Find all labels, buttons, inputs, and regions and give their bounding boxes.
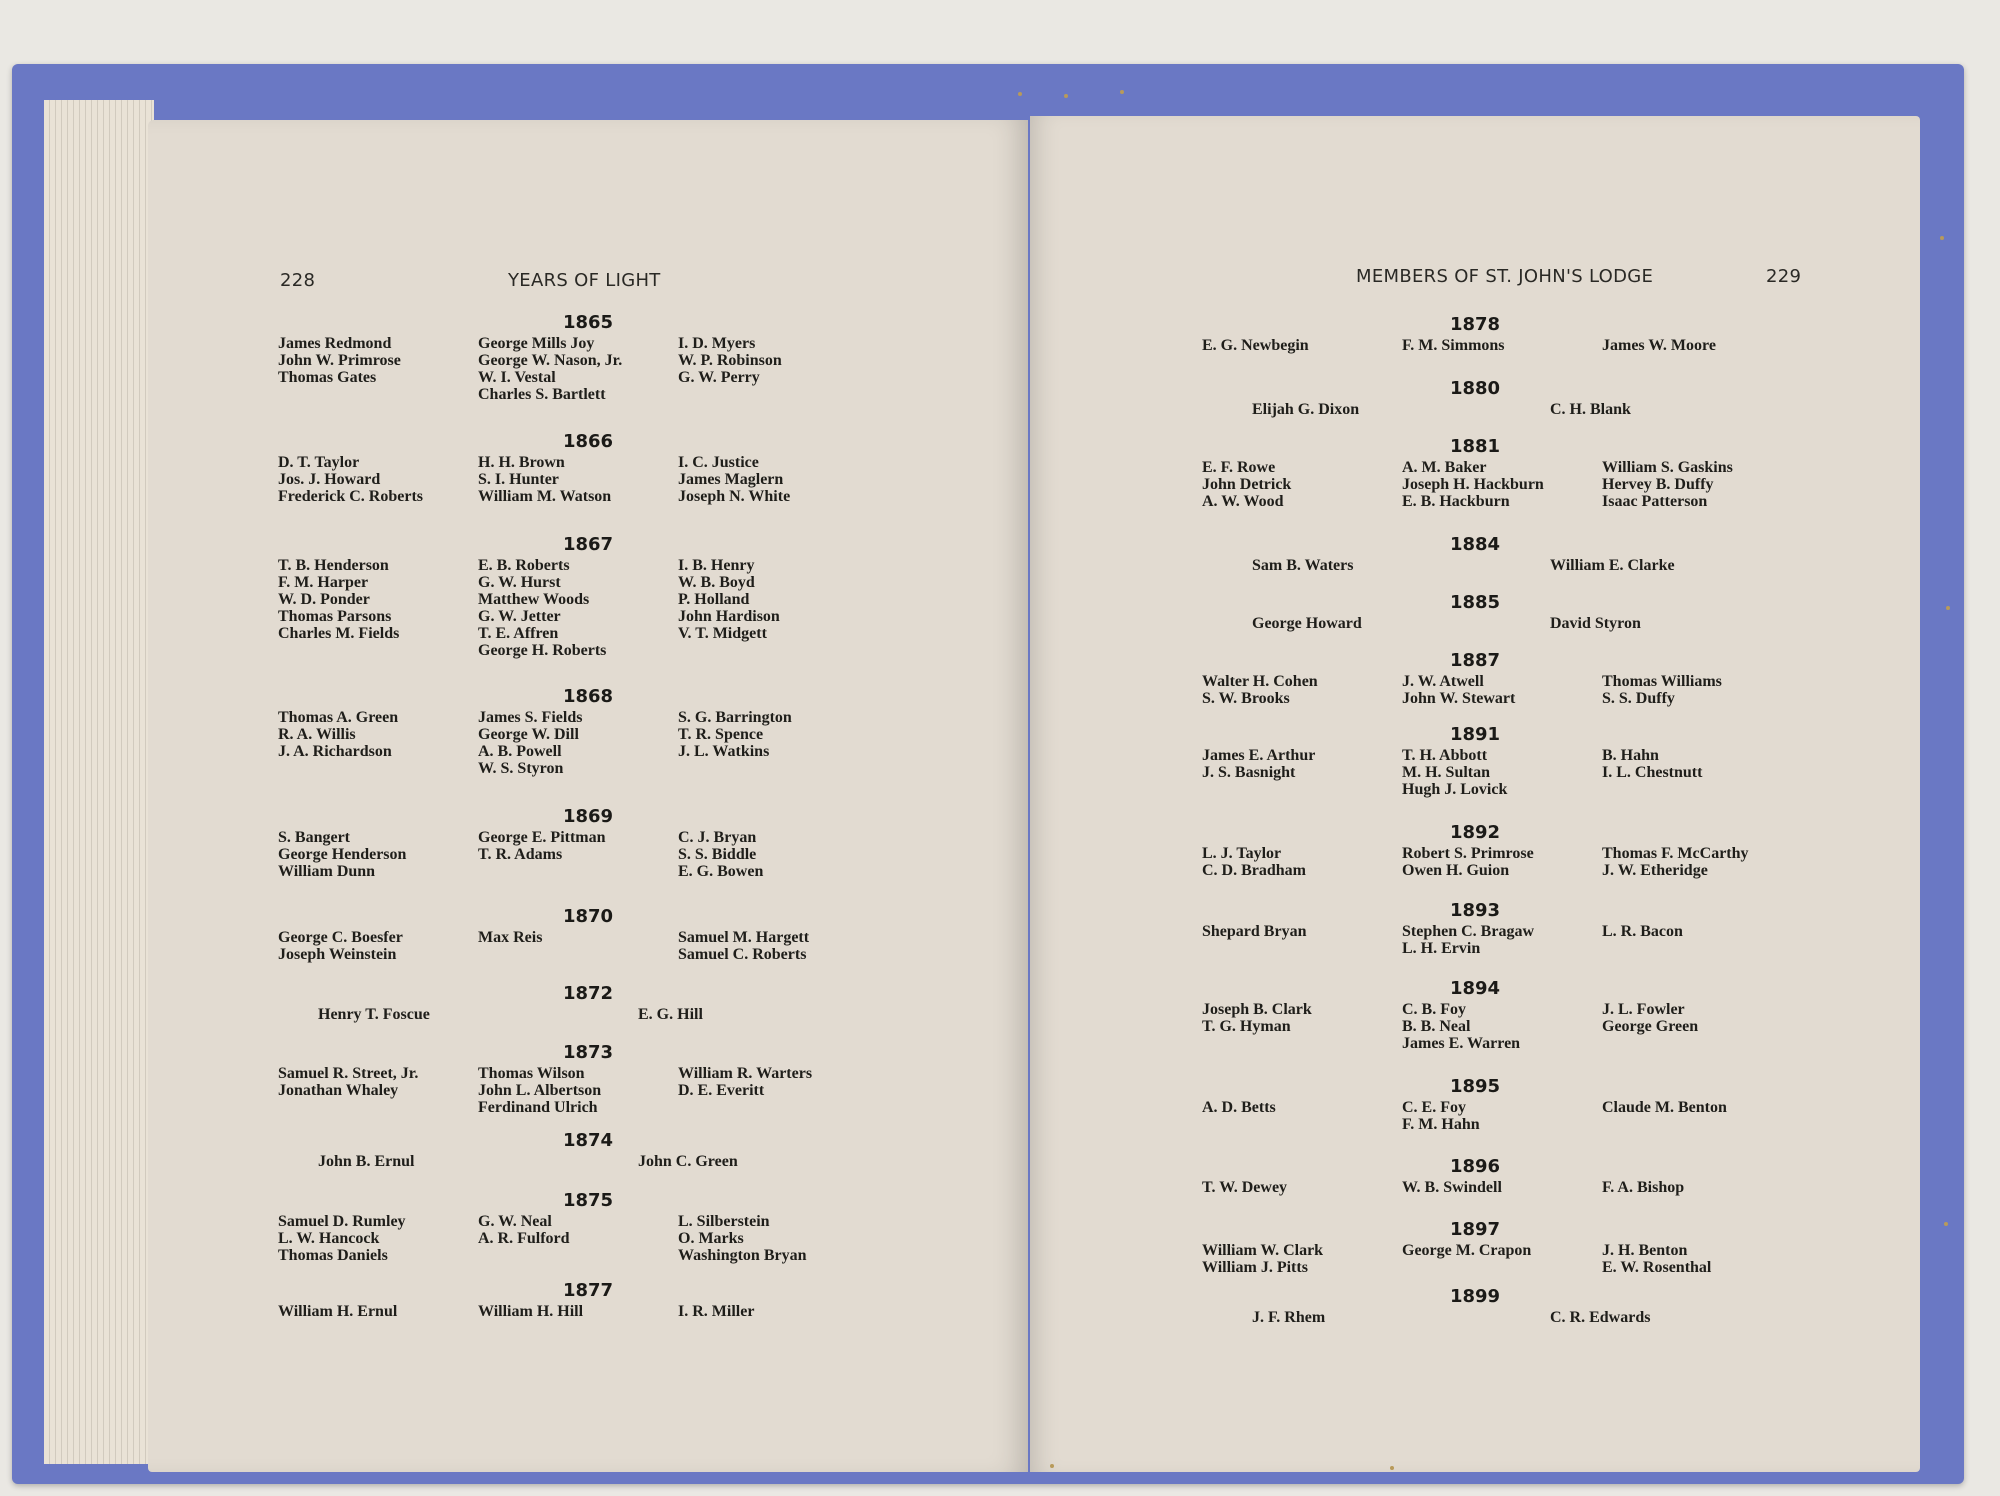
member-name: Joseph Weinstein	[278, 946, 397, 963]
member-name: Joseph B. Clark	[1202, 1001, 1312, 1018]
member-name: P. Holland	[678, 591, 750, 608]
year-heading: 1896	[1449, 1156, 1501, 1177]
member-name: Hervey B. Duffy	[1602, 476, 1714, 493]
member-name: Robert S. Primrose	[1402, 845, 1534, 862]
member-name: E. G. Newbegin	[1202, 337, 1309, 354]
member-name: Stephen C. Bragaw	[1402, 923, 1535, 940]
year-heading: 1878	[1449, 314, 1501, 335]
member-name: G. W. Neal	[478, 1213, 552, 1230]
right-page	[1030, 116, 1920, 1472]
member-name: G. W. Hurst	[478, 574, 561, 591]
member-name: F. A. Bishop	[1602, 1179, 1685, 1196]
member-name: Samuel R. Street, Jr.	[278, 1065, 419, 1082]
member-name: William W. Clark	[1202, 1242, 1324, 1259]
member-name: J. F. Rhem	[1252, 1309, 1326, 1326]
member-name: W. P. Robinson	[678, 352, 782, 369]
member-name: Washington Bryan	[678, 1247, 807, 1264]
member-name: David Styron	[1550, 615, 1641, 632]
member-name: C. B. Foy	[1402, 1001, 1466, 1018]
member-name: William Dunn	[278, 863, 376, 880]
member-name: Samuel C. Roberts	[678, 946, 807, 963]
member-name: J. W. Atwell	[1402, 673, 1484, 690]
member-name: James E. Warren	[1402, 1035, 1521, 1052]
member-name: B. Hahn	[1602, 747, 1659, 764]
member-name: Thomas A. Green	[278, 709, 399, 726]
running-title-right: MEMBERS OF ST. JOHN'S LODGE	[1356, 266, 1654, 287]
member-name: E. G. Hill	[638, 1006, 703, 1023]
member-name: George C. Boesfer	[278, 929, 403, 946]
member-name: Jos. J. Howard	[278, 471, 381, 488]
member-name: Samuel D. Rumley	[278, 1213, 406, 1230]
member-name: George Green	[1602, 1018, 1699, 1035]
member-name: Sam B. Waters	[1252, 557, 1354, 574]
member-name: W. B. Boyd	[678, 574, 755, 591]
member-name: D. E. Everitt	[678, 1082, 765, 1099]
cover-speckle	[1064, 94, 1068, 98]
member-name: William M. Watson	[478, 488, 612, 505]
member-name: S. S. Duffy	[1602, 690, 1675, 707]
member-name: George M. Crapon	[1402, 1242, 1532, 1259]
cover-speckle	[1120, 90, 1124, 94]
year-heading: 1874	[562, 1130, 614, 1151]
member-name: George E. Pittman	[478, 829, 606, 846]
member-name: E. B. Hackburn	[1402, 493, 1510, 510]
year-heading: 1877	[562, 1280, 614, 1301]
member-name: Hugh J. Lovick	[1402, 781, 1508, 798]
member-name: S. Bangert	[278, 829, 350, 846]
member-name: S. G. Barrington	[678, 709, 792, 726]
member-name: Charles M. Fields	[278, 625, 400, 642]
member-name: A. M. Baker	[1402, 459, 1487, 476]
member-name: George W. Dill	[478, 726, 579, 743]
member-name: William E. Clarke	[1550, 557, 1675, 574]
member-name: W. S. Styron	[478, 760, 564, 777]
cover-speckle	[1944, 1222, 1948, 1226]
year-heading: 1865	[562, 312, 614, 333]
member-name: I. C. Justice	[678, 454, 759, 471]
member-name: C. R. Edwards	[1550, 1309, 1651, 1326]
year-heading: 1885	[1449, 592, 1501, 613]
member-name: William H. Hill	[478, 1303, 584, 1320]
member-name: L. H. Ervin	[1402, 940, 1481, 957]
member-name: H. H. Brown	[478, 454, 565, 471]
page-edges	[44, 100, 154, 1464]
member-name: J. L. Watkins	[678, 743, 770, 760]
member-name: A. D. Betts	[1202, 1099, 1276, 1116]
member-name: John B. Ernul	[318, 1153, 415, 1170]
member-name: William H. Ernul	[278, 1303, 398, 1320]
member-name: L. W. Hancock	[278, 1230, 380, 1247]
member-name: I. R. Miller	[678, 1303, 755, 1320]
member-name: George W. Nason, Jr.	[478, 352, 623, 369]
year-heading: 1880	[1449, 378, 1501, 399]
member-name: E. W. Rosenthal	[1602, 1259, 1712, 1276]
member-name: Jonathan Whaley	[278, 1082, 399, 1099]
member-name: Joseph H. Hackburn	[1402, 476, 1544, 493]
year-heading: 1899	[1449, 1286, 1501, 1307]
year-heading: 1891	[1449, 724, 1501, 745]
member-name: A. W. Wood	[1202, 493, 1284, 510]
member-name: James W. Moore	[1602, 337, 1716, 354]
member-name: Owen H. Guion	[1402, 862, 1510, 879]
member-name: O. Marks	[678, 1230, 744, 1247]
member-name: T. H. Abbott	[1402, 747, 1488, 764]
member-name: Max Reis	[478, 929, 543, 946]
cover-speckle	[1050, 1464, 1054, 1468]
member-name: William S. Gaskins	[1602, 459, 1733, 476]
member-name: Isaac Patterson	[1602, 493, 1708, 510]
member-name: L. J. Taylor	[1202, 845, 1282, 862]
year-heading: 1868	[562, 686, 614, 707]
year-heading: 1892	[1449, 822, 1501, 843]
member-name: John Detrick	[1202, 476, 1292, 493]
member-name: I. D. Myers	[678, 335, 756, 352]
member-name: S. I. Hunter	[478, 471, 559, 488]
running-title-left: YEARS OF LIGHT	[508, 270, 661, 291]
member-name: John W. Stewart	[1402, 690, 1516, 707]
member-name: Walter H. Cohen	[1202, 673, 1318, 690]
member-name: John L. Albertson	[478, 1082, 602, 1099]
year-heading: 1884	[1449, 534, 1501, 555]
member-name: E. F. Rowe	[1202, 459, 1276, 476]
member-name: John W. Primrose	[278, 352, 401, 369]
member-name: W. D. Ponder	[278, 591, 370, 608]
year-heading: 1875	[562, 1190, 614, 1211]
member-name: T. R. Adams	[478, 846, 563, 863]
member-name: Thomas Williams	[1602, 673, 1722, 690]
year-heading: 1893	[1449, 900, 1501, 921]
member-name: George Henderson	[278, 846, 407, 863]
member-name: S. S. Biddle	[678, 846, 757, 863]
member-name: I. B. Henry	[678, 557, 755, 574]
member-name: M. H. Sultan	[1402, 764, 1491, 781]
member-name: Thomas Daniels	[278, 1247, 388, 1264]
member-name: Ferdinand Ulrich	[478, 1099, 598, 1116]
member-name: T. G. Hyman	[1202, 1018, 1291, 1035]
member-name: L. Silberstein	[678, 1213, 770, 1230]
year-heading: 1894	[1449, 978, 1501, 999]
member-name: Thomas Parsons	[278, 608, 392, 625]
member-name: B. B. Neal	[1402, 1018, 1471, 1035]
member-name: A. R. Fulford	[478, 1230, 570, 1247]
member-name: E. G. Bowen	[678, 863, 764, 880]
member-name: W. I. Vestal	[478, 369, 556, 386]
year-heading: 1887	[1449, 650, 1501, 671]
member-name: Henry T. Foscue	[318, 1006, 430, 1023]
member-name: J. W. Etheridge	[1602, 862, 1708, 879]
member-name: John Hardison	[678, 608, 780, 625]
member-name: L. R. Bacon	[1602, 923, 1683, 940]
member-name: C. J. Bryan	[678, 829, 757, 846]
year-heading: 1866	[562, 431, 614, 452]
member-name: Joseph N. White	[678, 488, 791, 505]
member-name: C. H. Blank	[1550, 401, 1631, 418]
member-name: Shepard Bryan	[1202, 923, 1307, 940]
cover-speckle	[1018, 92, 1022, 96]
member-name: Samuel M. Hargett	[678, 929, 810, 946]
member-name: George H. Roberts	[478, 642, 607, 659]
member-name: J. S. Basnight	[1202, 764, 1296, 781]
member-name: W. B. Swindell	[1402, 1179, 1502, 1196]
member-name: R. A. Willis	[278, 726, 356, 743]
member-name: Elijah G. Dixon	[1252, 401, 1360, 418]
member-name: Matthew Woods	[478, 591, 590, 608]
member-name: John C. Green	[638, 1153, 738, 1170]
member-name: D. T. Taylor	[278, 454, 360, 471]
member-name: T. W. Dewey	[1202, 1179, 1288, 1196]
member-name: C. D. Bradham	[1202, 862, 1307, 879]
member-name: F. M. Harper	[278, 574, 369, 591]
member-name: James S. Fields	[478, 709, 583, 726]
member-name: V. T. Midgett	[678, 625, 767, 642]
year-heading: 1872	[562, 983, 614, 1004]
member-name: Thomas Gates	[278, 369, 377, 386]
year-heading: 1867	[562, 534, 614, 555]
member-name: Thomas F. McCarthy	[1602, 845, 1749, 862]
member-name: G. W. Perry	[678, 369, 760, 386]
member-name: T. R. Spence	[678, 726, 764, 743]
member-name: E. B. Roberts	[478, 557, 570, 574]
member-name: Claude M. Benton	[1602, 1099, 1727, 1116]
member-name: Charles S. Bartlett	[478, 386, 606, 403]
member-name: James E. Arthur	[1202, 747, 1316, 764]
member-name: I. L. Chestnutt	[1602, 764, 1703, 781]
member-name: William J. Pitts	[1202, 1259, 1308, 1276]
year-heading: 1895	[1449, 1076, 1501, 1097]
member-name: J. L. Fowler	[1602, 1001, 1685, 1018]
page-number-right: 229	[1766, 266, 1802, 287]
member-name: G. W. Jetter	[478, 608, 561, 625]
year-heading: 1869	[562, 806, 614, 827]
page-number-left: 228	[280, 270, 316, 291]
cover-speckle	[1940, 236, 1944, 240]
member-name: T. B. Henderson	[278, 557, 389, 574]
left-page	[148, 120, 1028, 1472]
member-name: James Redmond	[278, 335, 392, 352]
member-name: J. H. Benton	[1602, 1242, 1688, 1259]
year-heading: 1897	[1449, 1219, 1501, 1240]
member-name: F. M. Simmons	[1402, 337, 1505, 354]
member-name: T. E. Affren	[478, 625, 559, 642]
member-name: F. M. Hahn	[1402, 1116, 1480, 1133]
year-heading: 1873	[562, 1042, 614, 1063]
year-heading: 1870	[562, 906, 614, 927]
member-name: Thomas Wilson	[478, 1065, 585, 1082]
member-name: J. A. Richardson	[278, 743, 392, 760]
member-name: William R. Warters	[678, 1065, 813, 1082]
member-name: S. W. Brooks	[1202, 690, 1290, 707]
cover-speckle	[1946, 606, 1950, 610]
member-name: George Mills Joy	[478, 335, 595, 352]
member-name: Frederick C. Roberts	[278, 488, 423, 505]
year-heading: 1881	[1449, 436, 1501, 457]
member-name: A. B. Powell	[478, 743, 562, 760]
cover-speckle	[1390, 1466, 1394, 1470]
member-name: C. E. Foy	[1402, 1099, 1466, 1116]
member-name: George Howard	[1252, 615, 1362, 632]
member-name: James Maglern	[678, 471, 784, 488]
